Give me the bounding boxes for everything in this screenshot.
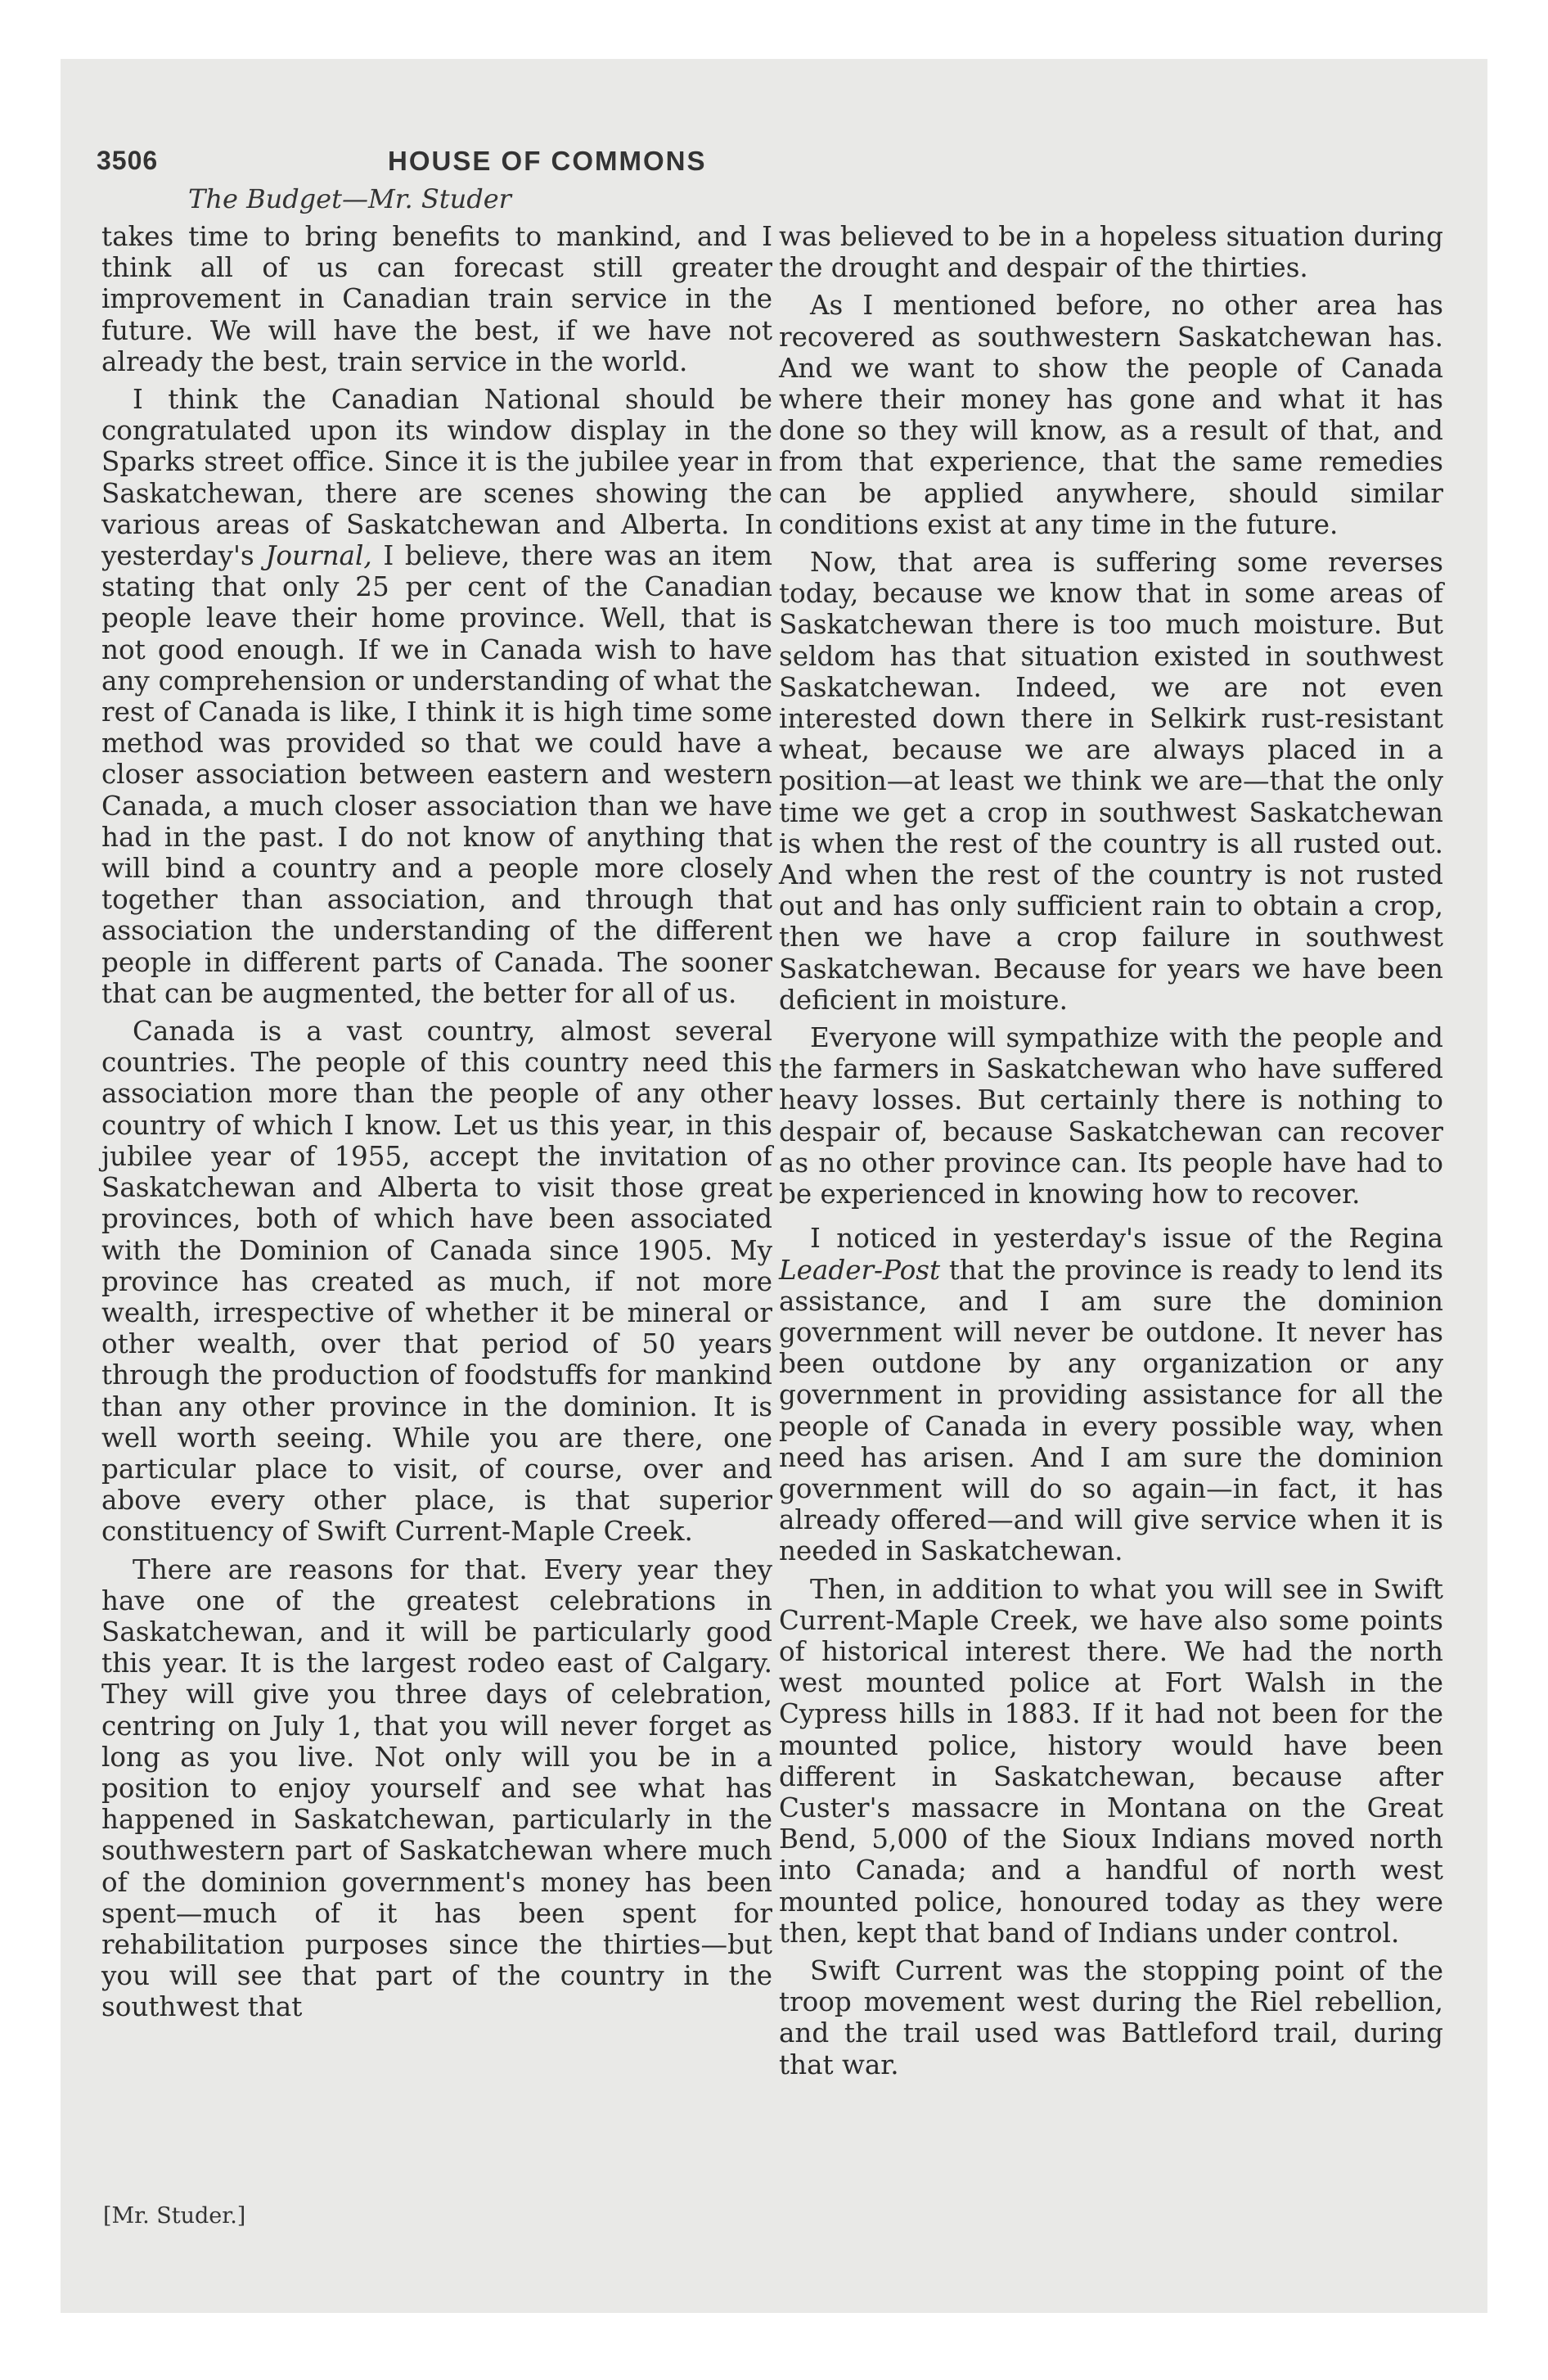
right-column — [779, 221, 1443, 2087]
paragraph-text: I believe, there was an item stating that only 25 per cent of the Canadian people leave their home province. Well, that is not good enough. If we in Canada wish to have any comprehension or understanding of what the rest of Canada is like, I think it is high time some method was provided so that we could have a closer association between eastern and western Canada, a much closer association than we have had in the past. I do not know of anything that will bind a country and a people more closely together than association, and through that association the understanding of the different people in different parts of Canada. The sooner that can be augmented, the better for all of us. — [101, 540, 773, 1009]
paragraph-text: that the province is ready to lend its assistance, and I am sure the dominion government will never be outdone. It never has been outdone by any organization or any government in providing assistance for all the people of Canada in every possible way, when need has arisen. And I am sure the dominion government will do so again—in fact, it has already offered—and will give service when it is needed in Saskatchewan. — [779, 1254, 1443, 1567]
newspaper-title: Leader-Post — [779, 1254, 941, 1286]
speaker-footer: [Mr. Studer.] — [103, 2203, 246, 2229]
journal-title: Journal, — [265, 540, 372, 572]
paragraph: There are reasons for that. Every year they have one of the greatest celebrations in Saskatchewan, and it will be particularly good this year. It is the largest rodeo east of Calgary. They will give you three days of celebration, centring on July 1, that you will never forget as long as you live. Not only will you be in a position to enjoy yourself and see what has happened in Saskatchewan, particularly in the southwestern part of Saskatchewan where much of the dominion government's money has been spent—much of it has been spent for rehabilitation purposes since the thirties—but you will see that part of the country in the southwest that — [101, 1553, 772, 2023]
left-column — [101, 221, 772, 2030]
section-subhead: The Budget—Mr. Studer — [188, 183, 511, 214]
running-head: HOUSE OF COMMONS — [388, 146, 707, 176]
paragraph: Canada is a vast country, almost several countries. The people of this country need this association more than the people of any other country of which I know. Let us this year, in this jubilee year of 1955, accept the invitation of Saskatchewan and Alberta to visit those great provinces, both of which have been associated with the Dominion of Canada since 1905. My province has created as much, if not more wealth, irrespective of whether it be mineral or other wealth, over that period of 50 years through the production of foodstuffs for mankind than any other province in the dominion. It is well worth seeing. While you are there, one particular place to visit, of course, over and above every other place, is that superior constituency of Swift Current-Maple Creek. — [101, 1016, 772, 1548]
paragraph — [779, 1223, 1443, 1566]
paragraph: As I mentioned before, no other area has recovered as southwestern Saskatchewan has. And we want to show the people of Canada where their money has gone and what it has done so they will know, as a result of that, and from that experience, that the same remedies can be applied anywhere, should similar conditions exist at any time in the future. — [779, 290, 1443, 540]
paragraph: takes time to bring benefits to mankind, and I think all of us can forecast still greater improvement in Canadian train service in the future. We will have the best, if we have not already the best, train service in the world. — [101, 221, 772, 377]
paragraph: Now, that area is suffering some reverses today, because we know that in some areas of Saskatchewan there is too much moisture. But seldom has that situation existed in southwest Saskatchewan. Indeed, we are not even interested down there in Selkirk rust-resistant wheat, because we are always placed in a position—at least we think we are—that the only time we get a crop in southwest Saskatchewan is when the rest of the country is all rusted out. And when the rest of the country is not rusted out and has only sufficient rain to obtain a crop, then we have a crop failure in southwest Saskatchewan. Because for years we have been deficient in moisture. — [779, 547, 1443, 1016]
page-scan — [61, 59, 1487, 2313]
paragraph: Then, in addition to what you will see in Swift Current-Maple Creek, we have also some points of historical interest there. We had the north west mounted police at Fort Walsh in the Cypress hills in 1883. If it had not been for the mounted police, history would have been different in Saskatchewan, because after Custer's massacre in Montana on the Great Bend, 5,000 of the Sioux Indians moved north into Canada; and a handful of north west mounted police, honoured today as they were then, kept that band of Indians under control. — [779, 1573, 1443, 1949]
paragraph: Swift Current was the stopping point of the troop movement west during the Riel rebellion, and the trail used was Battleford trail, during that war. — [779, 1954, 1443, 2080]
paragraph: was believed to be in a hopeless situation during the drought and despair of the thirties. — [779, 221, 1443, 284]
paragraph-text: I think the Canadian National should be congratulated upon its window display in the Sparks street office. Since it is the jubilee year in Saskatchewan, there are scenes showing the various areas of Saskatchewan and Alberta. In yesterday's — [101, 384, 772, 572]
paragraph — [101, 384, 772, 1009]
paragraph: Everyone will sympathize with the people and the farmers in Saskatchewan who have suffered heavy losses. But certainly there is nothing to despair of, because Saskatchewan can recover as no other province can. Its people have had to be experienced in knowing how to recover. — [779, 1022, 1443, 1210]
paragraph-text: I noticed in yesterday's issue of the Regina — [810, 1223, 1443, 1255]
page-number: 3506 — [97, 146, 159, 175]
